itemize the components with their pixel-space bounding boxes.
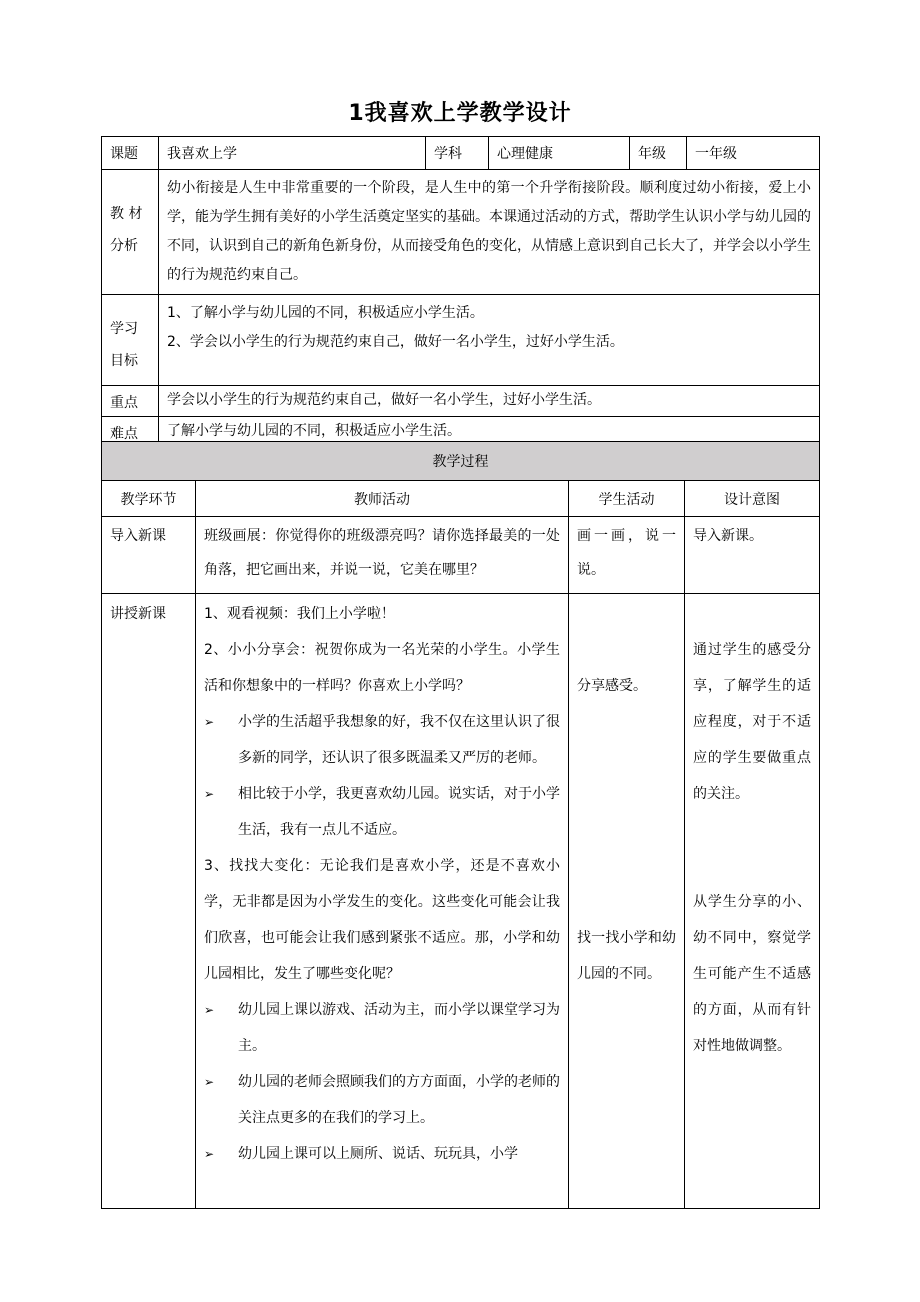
teacher-step-3: 3、找找大变化：无论我们是喜欢小学，还是不喜欢小学，无非都是因为小学发生的变化。这些变化可能会让我们欣喜，也可能会让我们感到紧张不适应。那，小学和幼儿园相比，发生了哪些变化呢？ (204, 858, 560, 982)
goals-label-cell (102, 295, 159, 386)
goals-label-line2: 目标 (110, 353, 138, 369)
analysis-label-cell (102, 170, 159, 295)
col-header-student: 学生活动 (569, 481, 685, 517)
bullet-text: 小学的生活超乎我想象的好，我不仅在这里认识了很多新的同学，还认识了很多既温柔又严厉的老师。 (238, 714, 560, 766)
col-header-stage: 教学环节 (102, 481, 196, 517)
goals-label-line1: 学习 (110, 321, 138, 337)
analysis-label-line1: 教 材 (110, 206, 143, 222)
goals-cell (159, 295, 820, 386)
intro-teacher: 班级画展：你觉得你的班级漂亮吗？请你选择最美的一处角落，把它画出来，并说一说，它美在哪里？ (196, 517, 569, 594)
goal-item-2: 2、学会以小学生的行为规范约束自己，做好一名小学生，过好小学生活。 (167, 334, 624, 350)
bullet-item (204, 704, 560, 776)
grade-label: 年级 (630, 137, 687, 170)
grade-value: 一年级 (687, 137, 820, 170)
bullet-item (204, 776, 560, 848)
bullet-text: 幼儿园上课以游戏、活动为主，而小学以课堂学习为主。 (238, 1002, 560, 1054)
intro-stage: 导入新课 (102, 517, 196, 594)
topic-row (102, 137, 820, 170)
bullet-text: 相比较于小学，我更喜欢幼儿园。说实话，对于小学生活，我有一点儿不适应。 (238, 786, 560, 838)
lecture-row (102, 594, 820, 1209)
topic-label: 课题 (102, 137, 159, 170)
arrow-bullet-icon: ➢ (204, 1003, 215, 1017)
lecture-student (569, 594, 685, 1209)
arrow-bullet-icon: ➢ (204, 715, 215, 729)
goals-row (102, 295, 820, 386)
analysis-row (102, 170, 820, 295)
intro-intent: 导入新课。 (685, 517, 820, 594)
lecture-teacher (196, 594, 569, 1209)
bullet-item (204, 1064, 560, 1136)
intro-row (102, 517, 820, 594)
key-row (102, 386, 820, 417)
topic-value: 我喜欢上学 (159, 137, 426, 170)
design-intent-2: 从学生分享的小、幼不同中，察觉学生可能产生不适感的方面，从而有针对性地做调整。 (693, 894, 811, 1054)
teaching-process-table (101, 441, 820, 1209)
design-intent-1: 通过学生的感受分享，了解学生的适应程度，对于不适应的学生要做重点的关注。 (693, 642, 811, 802)
student-activity-1: 分享感受。 (577, 678, 647, 694)
intro-student: 画一画，说一说。 (569, 517, 685, 594)
lecture-intent (685, 594, 820, 1209)
student-activity-2: 找一找小学和幼儿园的不同。 (577, 930, 676, 982)
teacher-step-1: 1、观看视频：我们上小学啦！ (204, 606, 395, 622)
key-label: 重点 (102, 386, 159, 417)
col-header-intent: 设计意图 (685, 481, 820, 517)
key-text: 学会以小学生的行为规范约束自己，做好一名小学生，过好小学生活。 (159, 386, 820, 417)
arrow-bullet-icon: ➢ (204, 1147, 215, 1161)
lecture-stage: 讲授新课 (102, 594, 196, 1209)
analysis-label-line2: 分析 (110, 238, 138, 254)
arrow-bullet-icon: ➢ (204, 787, 215, 801)
goal-item-1: 1、了解小学与幼儿园的不同，积极适应小学生活。 (167, 305, 484, 321)
column-header-row (102, 481, 820, 517)
bullet-item (204, 992, 560, 1064)
bullet-item (204, 1136, 560, 1172)
process-header: 教学过程 (102, 442, 820, 481)
teacher-step-2: 2、小小分享会：祝贺你成为一名光荣的小学生。小学生活和你想象中的一样吗？你喜欢上小学吗？ (204, 642, 560, 694)
subject-label: 学科 (426, 137, 489, 170)
page-title: 1我喜欢上学教学设计 (348, 101, 572, 126)
bullet-text: 幼儿园上课可以上厕所、说话、玩玩具，小学 (238, 1146, 518, 1162)
difficulty-label: 难点 (102, 417, 159, 446)
col-header-teacher: 教师活动 (196, 481, 569, 517)
bullet-text: 幼儿园的老师会照顾我们的方方面面，小学的老师的关注点更多的在我们的学习上。 (238, 1074, 560, 1126)
course-info-table (101, 136, 820, 446)
arrow-bullet-icon: ➢ (204, 1075, 215, 1089)
analysis-text: 幼小衔接是人生中非常重要的一个阶段，是人生中的第一个升学衔接阶段。顺利度过幼小衔接，爱上小学，能为学生拥有美好的小学生活奠定坚实的基础。本课通过活动的方式，帮助学生认识小学与幼儿园的不同，认识到自己的新角色新身份，从而接受角色的变化，从情感上意识到自己长大了，并学会以小学生的行为规范约束自己。 (159, 170, 820, 295)
subject-value: 心理健康 (489, 137, 630, 170)
difficulty-text: 了解小学与幼儿园的不同，积极适应小学生活。 (159, 417, 820, 446)
